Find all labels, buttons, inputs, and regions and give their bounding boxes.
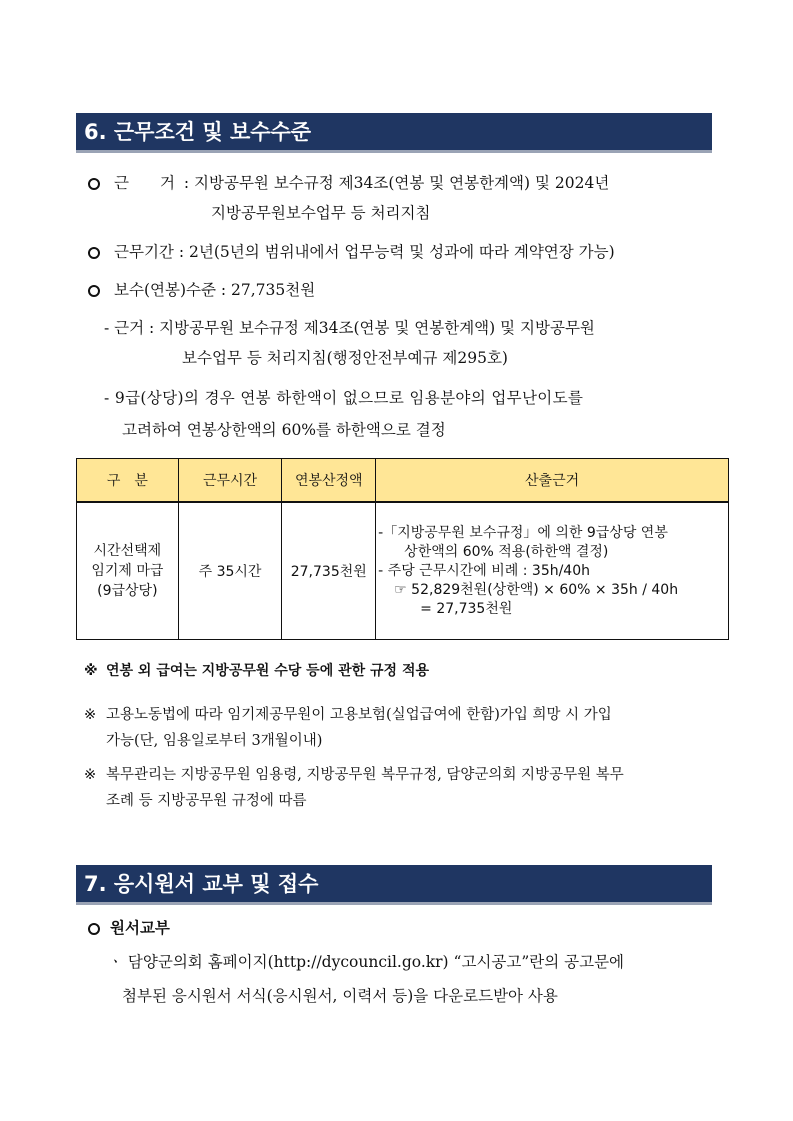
period-text: : 2년(5년의 범위내에서 업무능력 및 성과에 따라 계약연장 가능) — [178, 243, 615, 261]
circle-bullet-icon — [88, 923, 100, 935]
salary-basis-2: 보수업무 등 처리지침(행정안전부예규 제295호) — [182, 349, 508, 367]
salary-basis-1: - 근거 : 지방공무원 보수규정 제34조(연봉 및 연봉한계액) 및 지방공무원 — [104, 319, 595, 337]
basis-text-1: : 지방공무원 보수규정 제34조(연봉 및 연봉한계액) 및 2024년 — [183, 174, 610, 192]
table-header-row — [77, 459, 729, 503]
basis-item — [88, 173, 609, 193]
basis-line-3: - 주당 근무시간에 비례 : 35h/40h — [378, 562, 590, 579]
salary-note-1: - 9급(상당)의 경우 연봉 하한액이 없으므로 임용분야의 업무난이도를 — [104, 389, 584, 407]
cell-category — [77, 502, 179, 640]
note-2-text-2: 가능(단, 임용일로부터 3개월이내) — [106, 733, 323, 749]
note-2 — [84, 702, 612, 754]
circle-bullet-icon — [88, 247, 100, 259]
cell-amount: 27,735천원 — [282, 502, 376, 640]
application-subheading-text: 원서교부 — [110, 918, 170, 937]
note-mark: ※ — [84, 663, 98, 679]
basis-line-5: = 27,735천원 — [420, 600, 513, 617]
salary-text: : 27,735천원 — [220, 281, 316, 299]
table-row — [77, 502, 729, 640]
basis-line-2: 상한액의 60% 적용(하한액 결정) — [404, 543, 609, 560]
header-hours: 근무시간 — [178, 459, 282, 503]
period-item — [88, 242, 615, 262]
section-6-title: 6. 근무조건 및 보수수준 — [76, 113, 712, 153]
header-amount: 연봉산정액 — [282, 459, 376, 503]
note-1 — [84, 658, 429, 684]
note-3-text-2: 조례 등 지방공무원 규정에 따름 — [106, 793, 307, 809]
period-label: 근무기간 — [114, 243, 174, 261]
circle-bullet-icon — [88, 285, 100, 297]
note-3 — [84, 762, 624, 814]
category-line-2: 임기제 마급 — [91, 563, 164, 579]
application-subheading — [88, 918, 170, 938]
category-line-3: (9급상당) — [97, 583, 158, 599]
note-2-text-1: 고용노동법에 따라 임기제공무원이 고용보험(실업급여에 한함)가입 희망 시 가입 — [106, 707, 612, 723]
basis-line-4: ☞ 52,829천원(상한액) × 60% × 35h / 40h — [394, 581, 679, 598]
header-category: 구 분 — [77, 459, 179, 503]
section-7-title: 7. 응시원서 교부 및 접수 — [76, 865, 712, 905]
application-text-2: 첨부된 응시원서 서식(응시원서, 이력서 등)을 다운로드받아 사용 — [122, 987, 558, 1005]
note-3-text-1: 복무관리는 지방공무원 임용령, 지방공무원 복무규정, 담양군의회 지방공무원 복무 — [106, 767, 624, 783]
category-line-1: 시간선택제 — [93, 543, 162, 559]
salary-note-2: 고려하여 연봉상한액의 60%를 하한액으로 결정 — [122, 421, 446, 439]
application-text-1: ㆍ 담양군의회 홈페이지(http://dycouncil.go.kr) “고시공고”란의 공고문에 — [108, 953, 625, 971]
cell-basis — [376, 502, 729, 640]
note-mark: ※ — [84, 767, 97, 783]
note-1-text: 연봉 외 급여는 지방공무원 수당 등에 관한 규정 적용 — [106, 663, 429, 679]
header-basis: 산출근거 — [376, 459, 729, 503]
salary-table — [76, 458, 729, 640]
circle-bullet-icon — [88, 178, 100, 190]
basis-label: 근 거 — [114, 174, 175, 192]
basis-text-2: 지방공무원보수업무 등 처리지침 — [211, 204, 431, 222]
salary-item — [88, 280, 315, 300]
salary-label: 보수(연봉)수준 — [114, 281, 216, 299]
basis-line-1: -「지방공무원 보수규정」에 의한 9급상당 연봉 — [378, 524, 668, 541]
cell-hours: 주 35시간 — [178, 502, 282, 640]
note-mark: ※ — [84, 707, 97, 723]
